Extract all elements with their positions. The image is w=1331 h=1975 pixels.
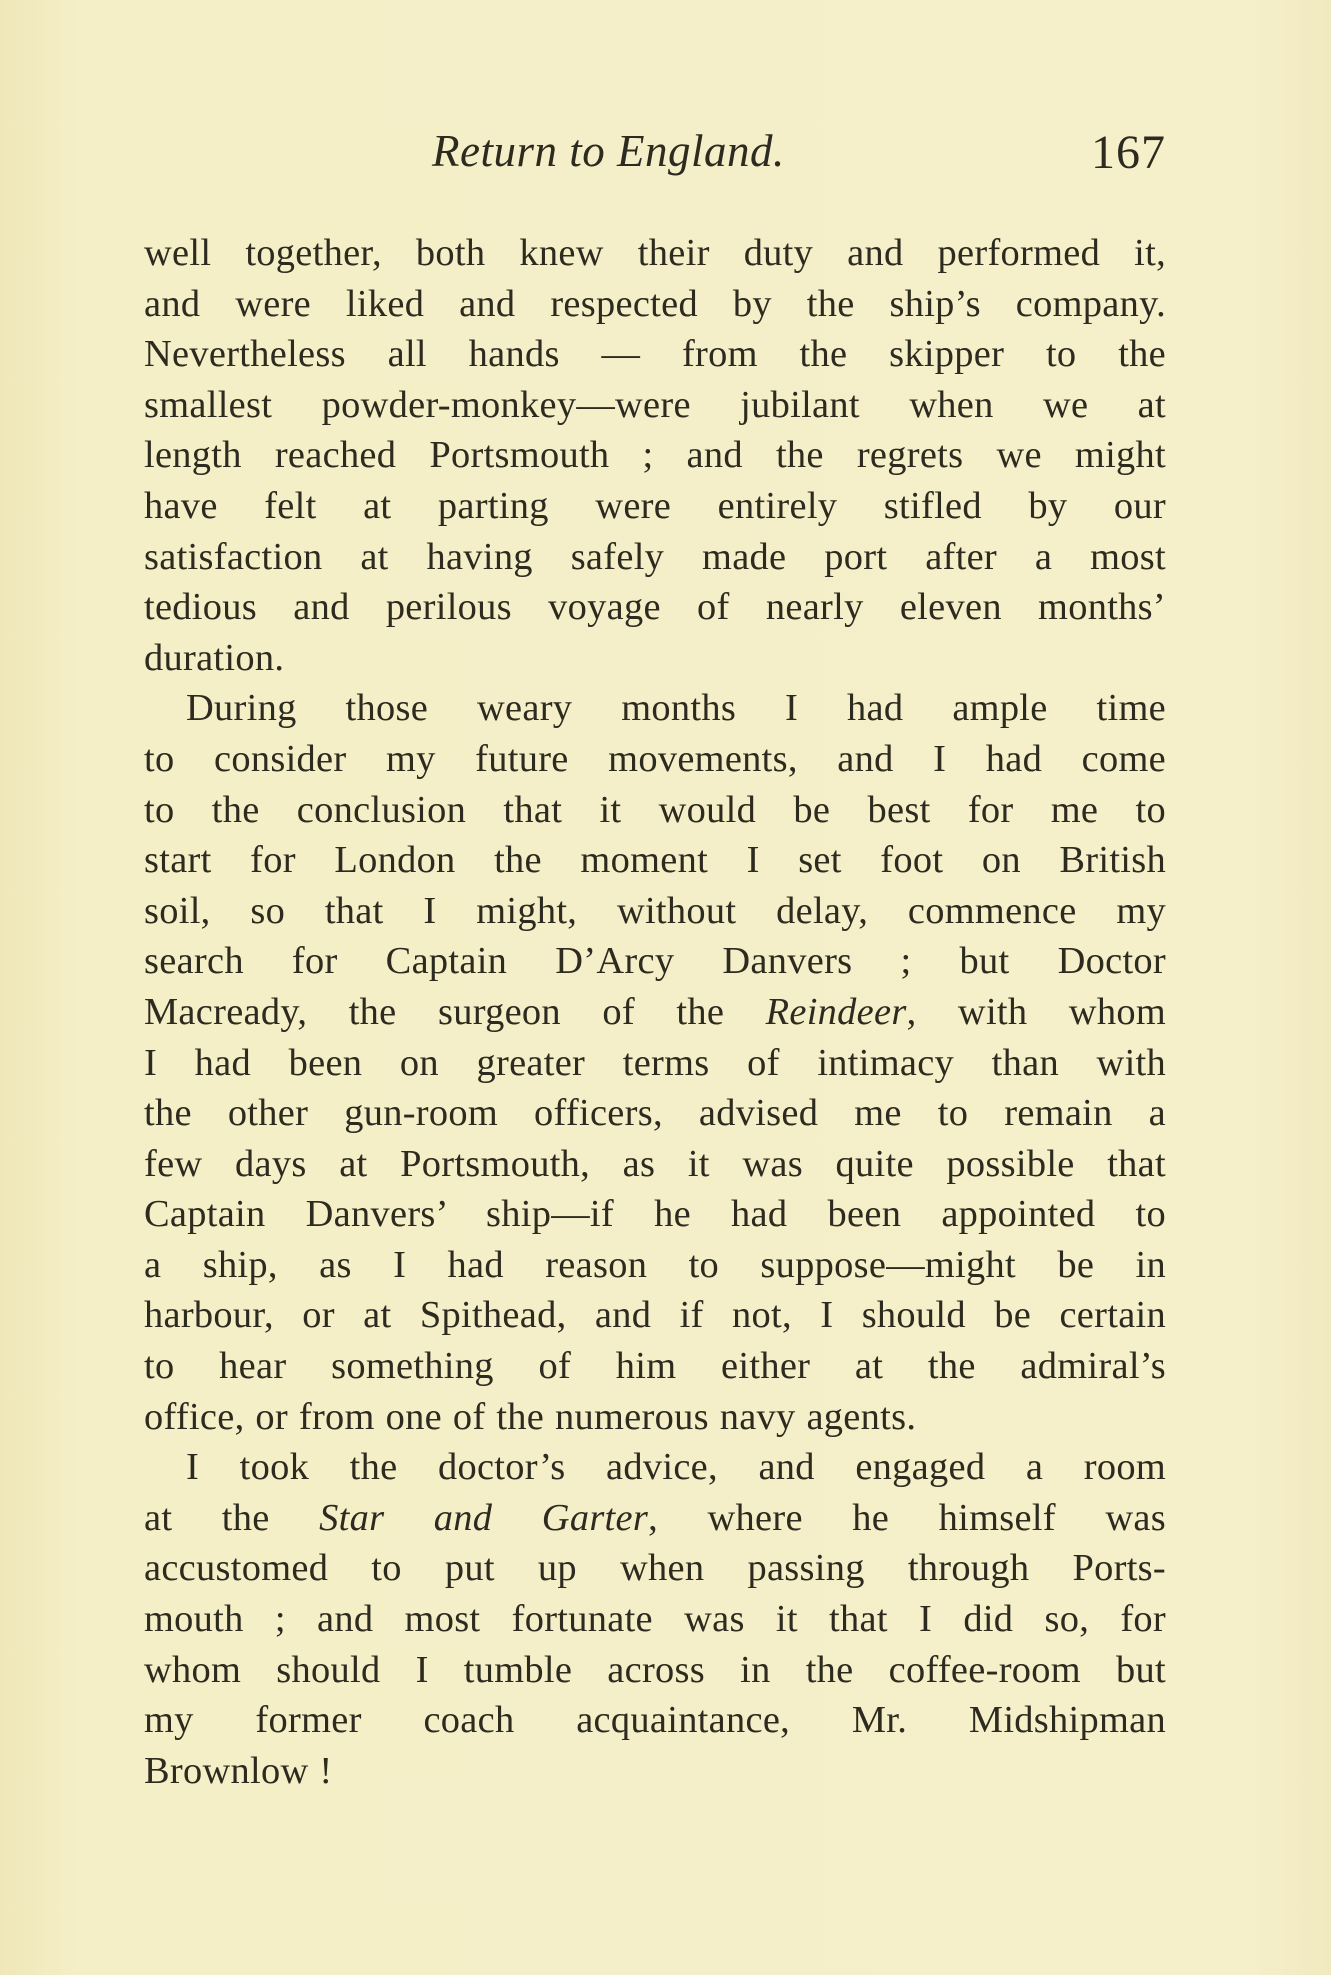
italic-title: Star and Garter xyxy=(319,1496,649,1539)
text-line: search for Captain D’Arcy Danvers ; but Doctor xyxy=(144,940,1166,983)
text-line: smallest powder-monkey—were jubilant when we at xyxy=(144,383,1166,426)
text-line: whom should I tumble across in the coffee-room but xyxy=(144,1648,1166,1691)
text-line: and were liked and respected by the ship’s company. xyxy=(144,282,1166,325)
text-line: have felt at parting were entirely stifled by our xyxy=(144,484,1166,527)
page-number: 167 xyxy=(1091,126,1166,179)
body-text xyxy=(144,228,1166,1796)
text-segment: Macready, the surgeon of the xyxy=(144,990,766,1033)
text-line: I took the doctor’s advice, and engaged a room xyxy=(186,1446,1166,1489)
page-header xyxy=(144,125,1166,195)
text-segment: , with whom xyxy=(906,990,1166,1033)
text-line: soil, so that I might, without delay, commence my xyxy=(144,889,1166,932)
text-line: the other gun-room officers, advised me to remain a xyxy=(144,1092,1166,1135)
text-line: accustomed to put up when passing through Ports- xyxy=(144,1547,1166,1590)
text-line: harbour, or at Spithead, and if not, I should be certain xyxy=(144,1294,1166,1337)
text-line xyxy=(144,1493,1166,1544)
text-line: mouth ; and most fortunate was it that I did so, for xyxy=(144,1598,1166,1641)
text-line: a ship, as I had reason to suppose—might be in xyxy=(144,1243,1166,1286)
text-line: office, or from one of the numerous navy agents. xyxy=(144,1395,917,1438)
text-line: to the conclusion that it would be best for me to xyxy=(144,788,1166,831)
text-line: length reached Portsmouth ; and the regrets we might xyxy=(144,434,1166,477)
text-segment: at the xyxy=(144,1496,320,1539)
text-line: my former coach acquaintance, Mr. Midshipman xyxy=(144,1699,1166,1742)
text-line: few days at Portsmouth, as it was quite possible that xyxy=(144,1142,1166,1185)
text-line: During those weary months I had ample time xyxy=(186,687,1166,730)
text-line: duration. xyxy=(144,636,285,679)
text-line xyxy=(144,987,1166,1038)
text-line: well together, both knew their duty and performed it, xyxy=(144,232,1166,274)
text-line: satisfaction at having safely made port after a most xyxy=(144,535,1166,578)
text-line: to consider my future movements, and I had come xyxy=(144,737,1166,780)
text-line: start for London the moment I set foot on British xyxy=(144,839,1166,882)
text-line: I had been on greater terms of intimacy than with xyxy=(144,1041,1166,1084)
text-line: tedious and perilous voyage of nearly eleven months’ xyxy=(144,586,1166,629)
text-line: to hear something of him either at the admiral’s xyxy=(144,1345,1166,1388)
text-segment: , where he himself was xyxy=(648,1496,1166,1539)
italic-title: Reindeer xyxy=(765,990,907,1033)
running-title: Return to England. xyxy=(432,126,785,176)
text-line: Brownlow ! xyxy=(144,1749,333,1792)
text-line: Nevertheless all hands — from the skipper to the xyxy=(144,333,1166,376)
text-line: Captain Danvers’ ship—if he had been appointed to xyxy=(144,1193,1166,1236)
